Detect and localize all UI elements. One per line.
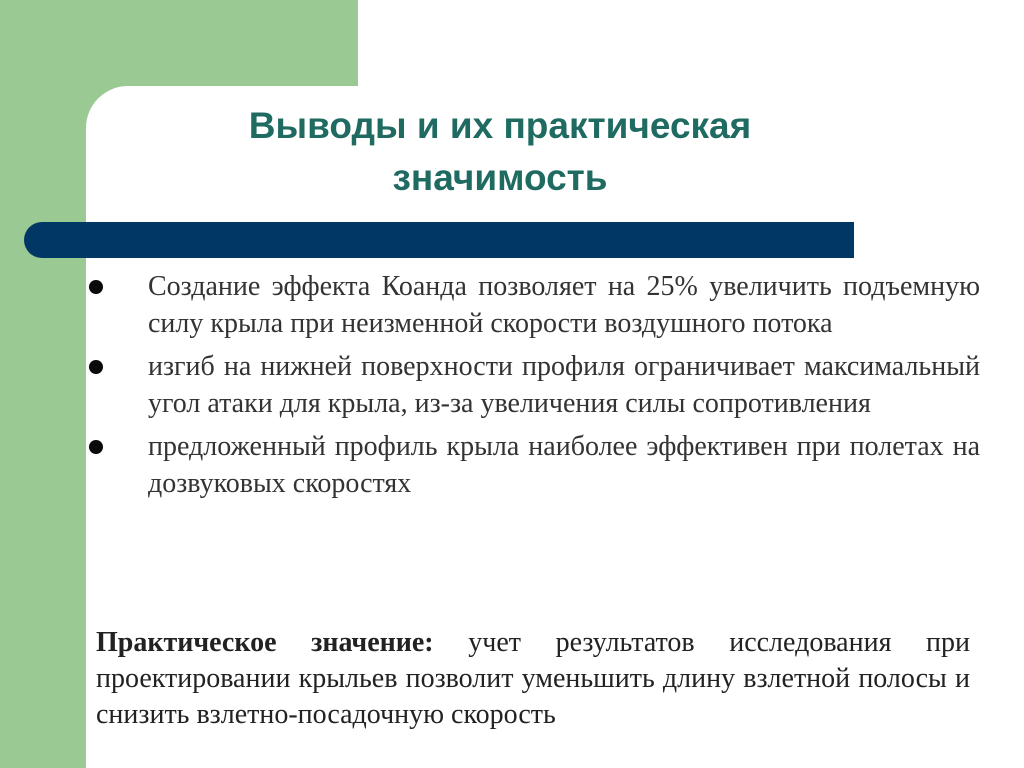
list-item xyxy=(88,348,980,422)
practical-text: учет результатов исследования при проектировании крыльев позволит уменьшить длину взлетной полосы и снизить взлетно-посадочную скорость xyxy=(96,627,971,730)
conclusions-list xyxy=(88,268,980,508)
bullet-icon xyxy=(89,280,103,294)
list-item xyxy=(88,428,980,502)
list-item-text: изгиб на нижней поверхности профиля ограничивает максимальный угол атаки для крыла, из-за увеличения силы сопротивления xyxy=(148,351,980,419)
bullet-icon xyxy=(89,440,103,454)
title-divider-bar xyxy=(24,222,854,258)
bullet-icon xyxy=(89,360,103,374)
slide-title: Выводы и их практическая значимость xyxy=(248,105,752,198)
list-item-text: Создание эффекта Коанда позволяет на 25% увеличить подъемную силу крыла при неизменной скорости воздушного потока xyxy=(148,271,980,339)
list-item xyxy=(88,268,980,342)
list-item-text: предложенный профиль крыла наиболее эффективен при полетах на дозвуковых скоростях xyxy=(148,431,980,499)
practical-significance xyxy=(96,625,970,733)
practical-label: Практическое значение: xyxy=(96,627,434,658)
